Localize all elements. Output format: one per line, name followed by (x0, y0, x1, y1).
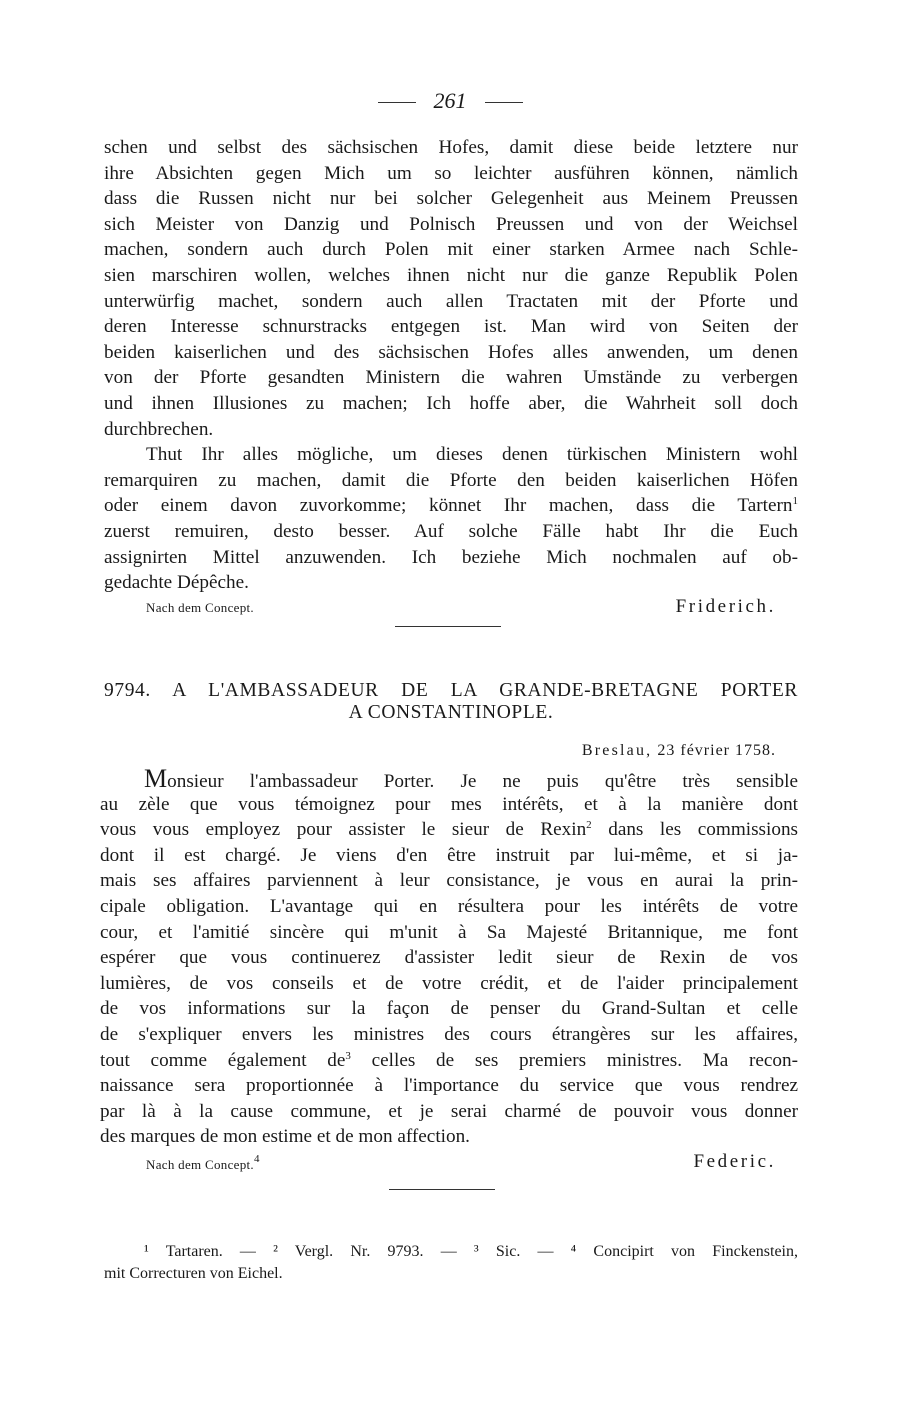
title-line-2: A CONSTANTINOPLE. (348, 702, 554, 723)
text-line: assignirten Mittel anzuwenden. Ich beziehe Mich nochmalen auf ob- (104, 546, 798, 568)
drop-cap: M (144, 764, 168, 793)
letter-title (104, 680, 798, 724)
text-line: beiden kaiserlichen und des sächsischen Hofes alles anwenden, um denen (104, 341, 798, 363)
text-line: des marques de mon estime et de mon affection. (100, 1126, 470, 1148)
signature: Friderich. (675, 596, 776, 617)
header-dash-left (378, 102, 416, 103)
text-line: mais ses affaires parviennent à leur consistance, je vous en aurai la prin- (100, 870, 798, 892)
section-divider (389, 1189, 495, 1190)
text-line: dont il est chargé. Je viens d'en être instruit par lui-même, et si ja- (100, 844, 798, 866)
text-span: celles de ses premiers ministres. Ma recon- (371, 1049, 799, 1071)
text-span: tout comme également de (100, 1049, 346, 1071)
text-line: de s'expliquer envers les ministres des cours étrangères sur les affaires, (100, 1023, 798, 1045)
text-line: espérer que vous continuerez d'assister ledit sieur de Rexin de vos (100, 947, 798, 969)
text-span: onsieur l'ambassadeur Porter. Je ne puis qu'être très sensible (167, 771, 798, 792)
text-line: ihre Absichten gegen Mich um so leichter ausführen können, nämlich (104, 162, 798, 184)
title-line-1 (104, 680, 798, 702)
text-span: dans les commissions (608, 819, 798, 841)
text-line: lumières, de vos conseils et de votre crédit, et de l'aider principalement (100, 972, 798, 994)
signature: Federic. (693, 1151, 776, 1172)
page-number: 261 (433, 88, 467, 113)
text-line: schen und selbst des sächsischen Hofes, damit diese beide letztere nur (104, 137, 798, 158)
text-line: sien marschiren wollen, welches ihnen nicht nur die ganze Republik Polen (104, 264, 798, 286)
text-line: naissance sera proportionnée à l'importance du service que vous rendrez (100, 1075, 798, 1097)
text-line: und ihnen Illusiones zu machen; Ich hoffe aber, die Wahrheit soll doch (104, 392, 798, 414)
text-span: oder einem davon zuvorkomme; könnet Ihr machen, dass die Tartern (104, 495, 793, 517)
dateline (582, 742, 776, 760)
footnote-line: ¹ Tartaren. — ² Vergl. Nr. 9793. — ³ Sic. — ⁴ Concipirt von Finckenstein, (144, 1243, 798, 1260)
letter-body-french (100, 766, 798, 1150)
place: Breslau, (581, 742, 653, 759)
text-line (104, 493, 798, 519)
header-dash-right (485, 102, 523, 103)
footnote-mark: 3 (345, 1049, 351, 1062)
letter-number: 9794. (104, 680, 151, 701)
text-line: sich Meister von Danzig und Polnisch Preussen und von der Weichsel (104, 213, 798, 235)
footnote-mark: 4 (253, 1153, 260, 1165)
section-divider (395, 626, 501, 627)
footnote-mark: 2 (586, 819, 592, 832)
title-text: A L'AMBASSADEUR DE LA GRANDE-BRETAGNE PORTER (172, 680, 798, 701)
footnote-mark: 1 (792, 495, 798, 508)
text-line: von der Pforte gesandten Ministern die wahren Umstände zu verbergen (104, 367, 798, 389)
source-note: Nach dem Concept. (146, 600, 254, 615)
source-note (146, 1153, 260, 1173)
text-line (100, 817, 798, 843)
text-line (100, 766, 798, 792)
text-line: zuerst remuiren, desto besser. Auf solche Fälle habt Ihr die Euch (104, 520, 798, 542)
date: 23 février 1758. (657, 742, 776, 759)
text-line: par là à la cause commune, et je serai charmé de pouvoir vous donner (100, 1100, 798, 1122)
text-line: dass die Russen nicht nur bei solcher Gelegenheit aus Meinem Preussen (104, 188, 798, 210)
letter-body-german (104, 135, 798, 596)
text-line: unterwürfig machet, sondern auch allen Tractaten mit der Pforte und (104, 290, 798, 312)
footnote-line: mit Correcturen von Eichel. (104, 1265, 283, 1282)
text-line: Thut Ihr alles mögliche, um dieses denen türkischen Ministern wohl (146, 444, 798, 466)
text-line (100, 1048, 798, 1074)
text-line: gedachte Dépêche. (104, 572, 249, 594)
footnotes (104, 1241, 798, 1285)
text-line: cour, et l'amitié sincère qui m'unit à Sa Majesté Britannique, me font (100, 921, 798, 943)
text-line: remarquiren zu machen, damit die Pforte den beiden kaiserlichen Höfen (104, 469, 798, 491)
source-text: Nach dem Concept. (146, 1157, 254, 1172)
text-line: cipale obligation. L'avantage qui en résultera pour les intérêts de votre (100, 895, 798, 917)
page-header (0, 88, 900, 114)
text-line: deren Interesse schnurstracks entgegen ist. Man wird von Seiten der (104, 316, 798, 338)
text-span: vous vous employez pour assister le sieur de Rexin (100, 819, 587, 841)
text-line: au zèle que vous témoignez pour mes intérêts, et à la manière dont (100, 793, 798, 815)
text-line: de vos informations sur la façon de penser du Grand-Sultan et celle (100, 998, 798, 1020)
text-line: machen, sondern auch durch Polen mit einer starken Armee nach Schle- (104, 239, 798, 261)
text-line: durchbrechen. (104, 418, 214, 440)
